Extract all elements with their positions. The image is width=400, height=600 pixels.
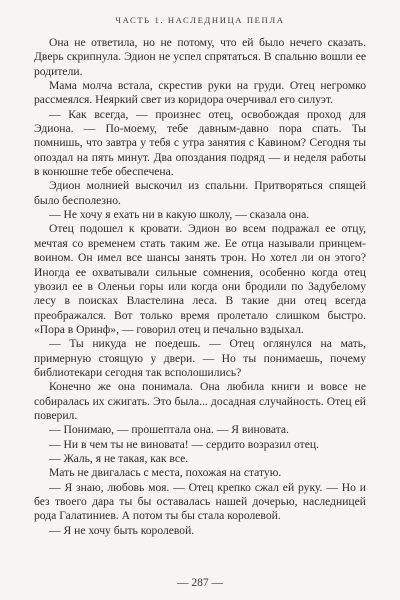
paragraph: — Жаль, я не такая, как все. xyxy=(49,451,189,465)
paragraph: Эдион молнией выскочил из спальни. Притворяться спящей было бесполезно. xyxy=(34,179,366,207)
paragraph: — Как всегда, — произнес отец, освобождая проход для Эдиона. — По-моему, тебе давным-давно пора спать. Ты помнишь, что завтра у тебя с утра занятия с Кавином? Сегодня ты опоздал на пять минут. Два опоздания подряд — и неделя работы в конюшне тебе обеспечена. xyxy=(34,107,366,179)
paragraph: Отец подошел к кровати. Эдион во всем подражал ее отцу, мечтая со временем стать таким же. Ее отца называли принцем-воином. Он имел все шансы занять трон. Но хотел ли он этого? Иногда ее охватывали сильные сомнения, особенно когда отец увозил ее в Оленьи горы или когда они бродили по Задубелому лесу в поисках Властелина леса. В такие дни отец всегда преображался. Вот только время пролетало слишком быстро. «Пора в Оринф», — говорил отец и печально вздыхал. xyxy=(34,222,366,336)
body-text xyxy=(34,36,366,538)
paragraph: — Не хочу я ехать ни в какую школу, — сказала она. xyxy=(49,208,310,222)
paragraph: — Ни в чем ты не виновата! — сердито возразил отец. xyxy=(49,437,319,451)
paragraph: Мама молча встала, скрестив руки на груди. Отец негромко рассмеялся. Неяркий свет из коридора очерчивал его силуэт. xyxy=(34,79,366,107)
paragraph: — Я не хочу быть королевой. xyxy=(49,523,195,537)
paragraph: — Понимаю, — прошептала она. — Я виновата. xyxy=(49,423,289,437)
paragraph: Мать не двигалась с места, похожая на статую. xyxy=(49,466,282,480)
page-number: — 287 — xyxy=(177,577,223,589)
running-header: ЧАСТЬ 1. НАСЛЕДНИЦА ПЕПЛА xyxy=(115,15,285,25)
paragraph: Она не ответила, но не потому, что ей было нечего сказать. Дверь скрипнула. Эдион не успел спрятаться. В спальню вошли ее родители. xyxy=(34,36,366,78)
paragraph: — Ты никуда не поедешь. — Отец оглянулся на мать, примерную стоящую у двери. — Но ты понимаешь, почему библиотекари сегодня так всполошились? xyxy=(34,337,366,379)
paragraph: Конечно же она понимала. Она любила книги и вовсе не собиралась их сжигать. Это была... досадная случайность. Отец ей поверил. xyxy=(34,380,366,422)
paragraph: — Я знаю, любовь моя. — Отец крепко сжал ей руку. — Но и без твоего дара ты бы оставалась нашей дочерью, наследницей рода Галатиниев. А потом ты бы стала королевой. xyxy=(34,480,366,523)
